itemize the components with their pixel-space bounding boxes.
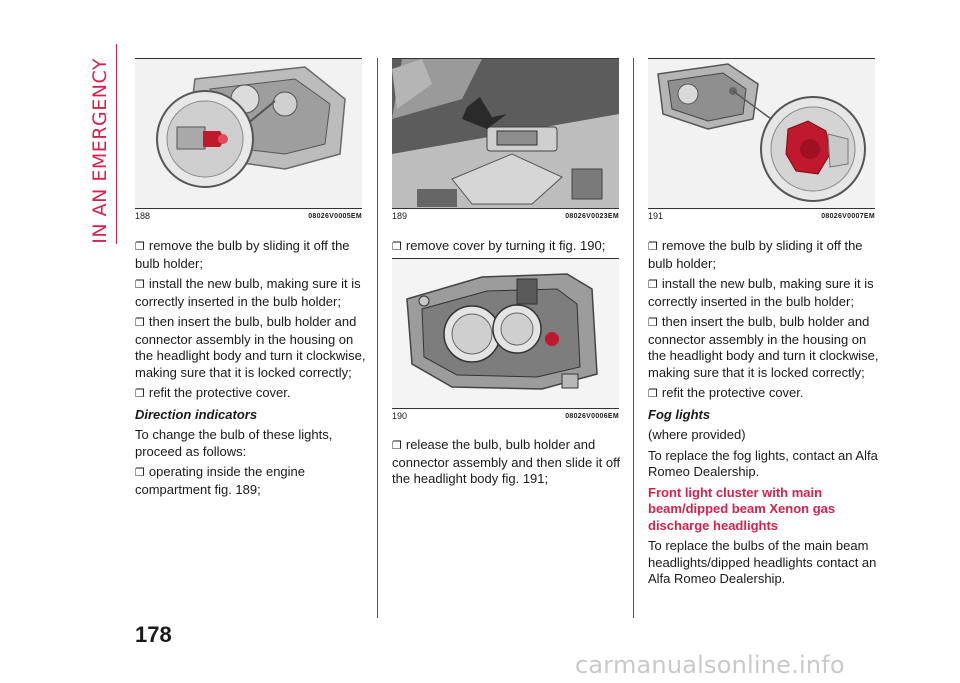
figure-189-image — [392, 58, 619, 209]
figure-number: 190 — [392, 411, 408, 421]
instruction-bullet: ❐ remove the bulb by sliding it off the bulb holder; — [135, 238, 370, 272]
figure-code: 08026V0023EM — [565, 212, 619, 220]
figure-191-caption — [648, 210, 875, 222]
column-divider — [633, 58, 634, 618]
figure-188-image — [135, 58, 362, 209]
figure-rule — [392, 208, 619, 209]
figure-number: 188 — [135, 211, 151, 221]
paragraph: To change the bulb of these lights, proceed as follows: — [135, 427, 333, 459]
column-2-text-bottom — [392, 437, 627, 492]
page-number: 178 — [135, 622, 172, 647]
column-1-text — [135, 238, 370, 502]
figure-rule — [135, 208, 362, 209]
instruction-bullet: ❐ then insert the bulb, bulb holder and connector assembly in the housing on the headlight body and turn it clockwise, making sure that it is locked correctly; — [648, 314, 883, 381]
section-heading: Front light cluster with main beam/dipped beam Xenon gas discharge headlights — [648, 484, 836, 533]
figure-rule — [392, 408, 619, 409]
figure-188-caption — [135, 210, 362, 222]
paragraph: To replace the bulbs of the main beam headlights/dipped headlights contact an Alfa Romeo Dealership. — [648, 538, 877, 586]
instruction-bullet: ❐ refit the protective cover. — [648, 385, 883, 403]
section-heading: Direction indicators — [135, 406, 258, 422]
figure-code: 08026V0006EM — [565, 412, 619, 420]
column-2-text-top — [392, 238, 627, 260]
figure-189-caption — [392, 210, 619, 222]
paragraph: To replace the fog lights, contact an Alfa Romeo Dealership. — [648, 447, 878, 479]
figure-191-image — [648, 58, 875, 209]
instruction-bullet: ❐ release the bulb, bulb holder and connector assembly and then slide it off the headlight body fig. 191; — [392, 437, 627, 488]
paragraph: (where provided) — [648, 427, 746, 442]
instruction-bullet: ❐ refit the protective cover. — [135, 385, 370, 403]
figure-190-caption — [392, 410, 619, 422]
figure-number: 191 — [648, 211, 664, 221]
instruction-bullet: ❐ operating inside the engine compartment fig. 189; — [135, 464, 370, 498]
watermark: carmanualsonline.info — [575, 651, 845, 679]
instruction-bullet: ❐ install the new bulb, making sure it is correctly inserted in the bulb holder; — [648, 276, 883, 310]
figure-190-image — [392, 258, 619, 409]
column-3-text — [648, 238, 883, 592]
column-divider — [377, 58, 378, 618]
section-title-rule — [116, 44, 117, 244]
instruction-bullet: ❐ remove cover by turning it fig. 190; — [392, 238, 627, 256]
figure-code: 08026V0005EM — [308, 212, 362, 220]
instruction-bullet: ❐ remove the bulb by sliding it off the bulb holder; — [648, 238, 883, 272]
figure-code: 08026V0007EM — [821, 212, 875, 220]
instruction-bullet: ❐ install the new bulb, making sure it is correctly inserted in the bulb holder; — [135, 276, 370, 310]
section-title: IN AN EMERGENCY — [89, 58, 111, 244]
figure-rule — [648, 208, 875, 209]
section-heading: Fog lights — [648, 406, 711, 422]
instruction-bullet: ❐ then insert the bulb, bulb holder and connector assembly in the housing on the headlight body and turn it clockwise, making sure that it is locked correctly; — [135, 314, 370, 381]
figure-number: 189 — [392, 211, 408, 221]
